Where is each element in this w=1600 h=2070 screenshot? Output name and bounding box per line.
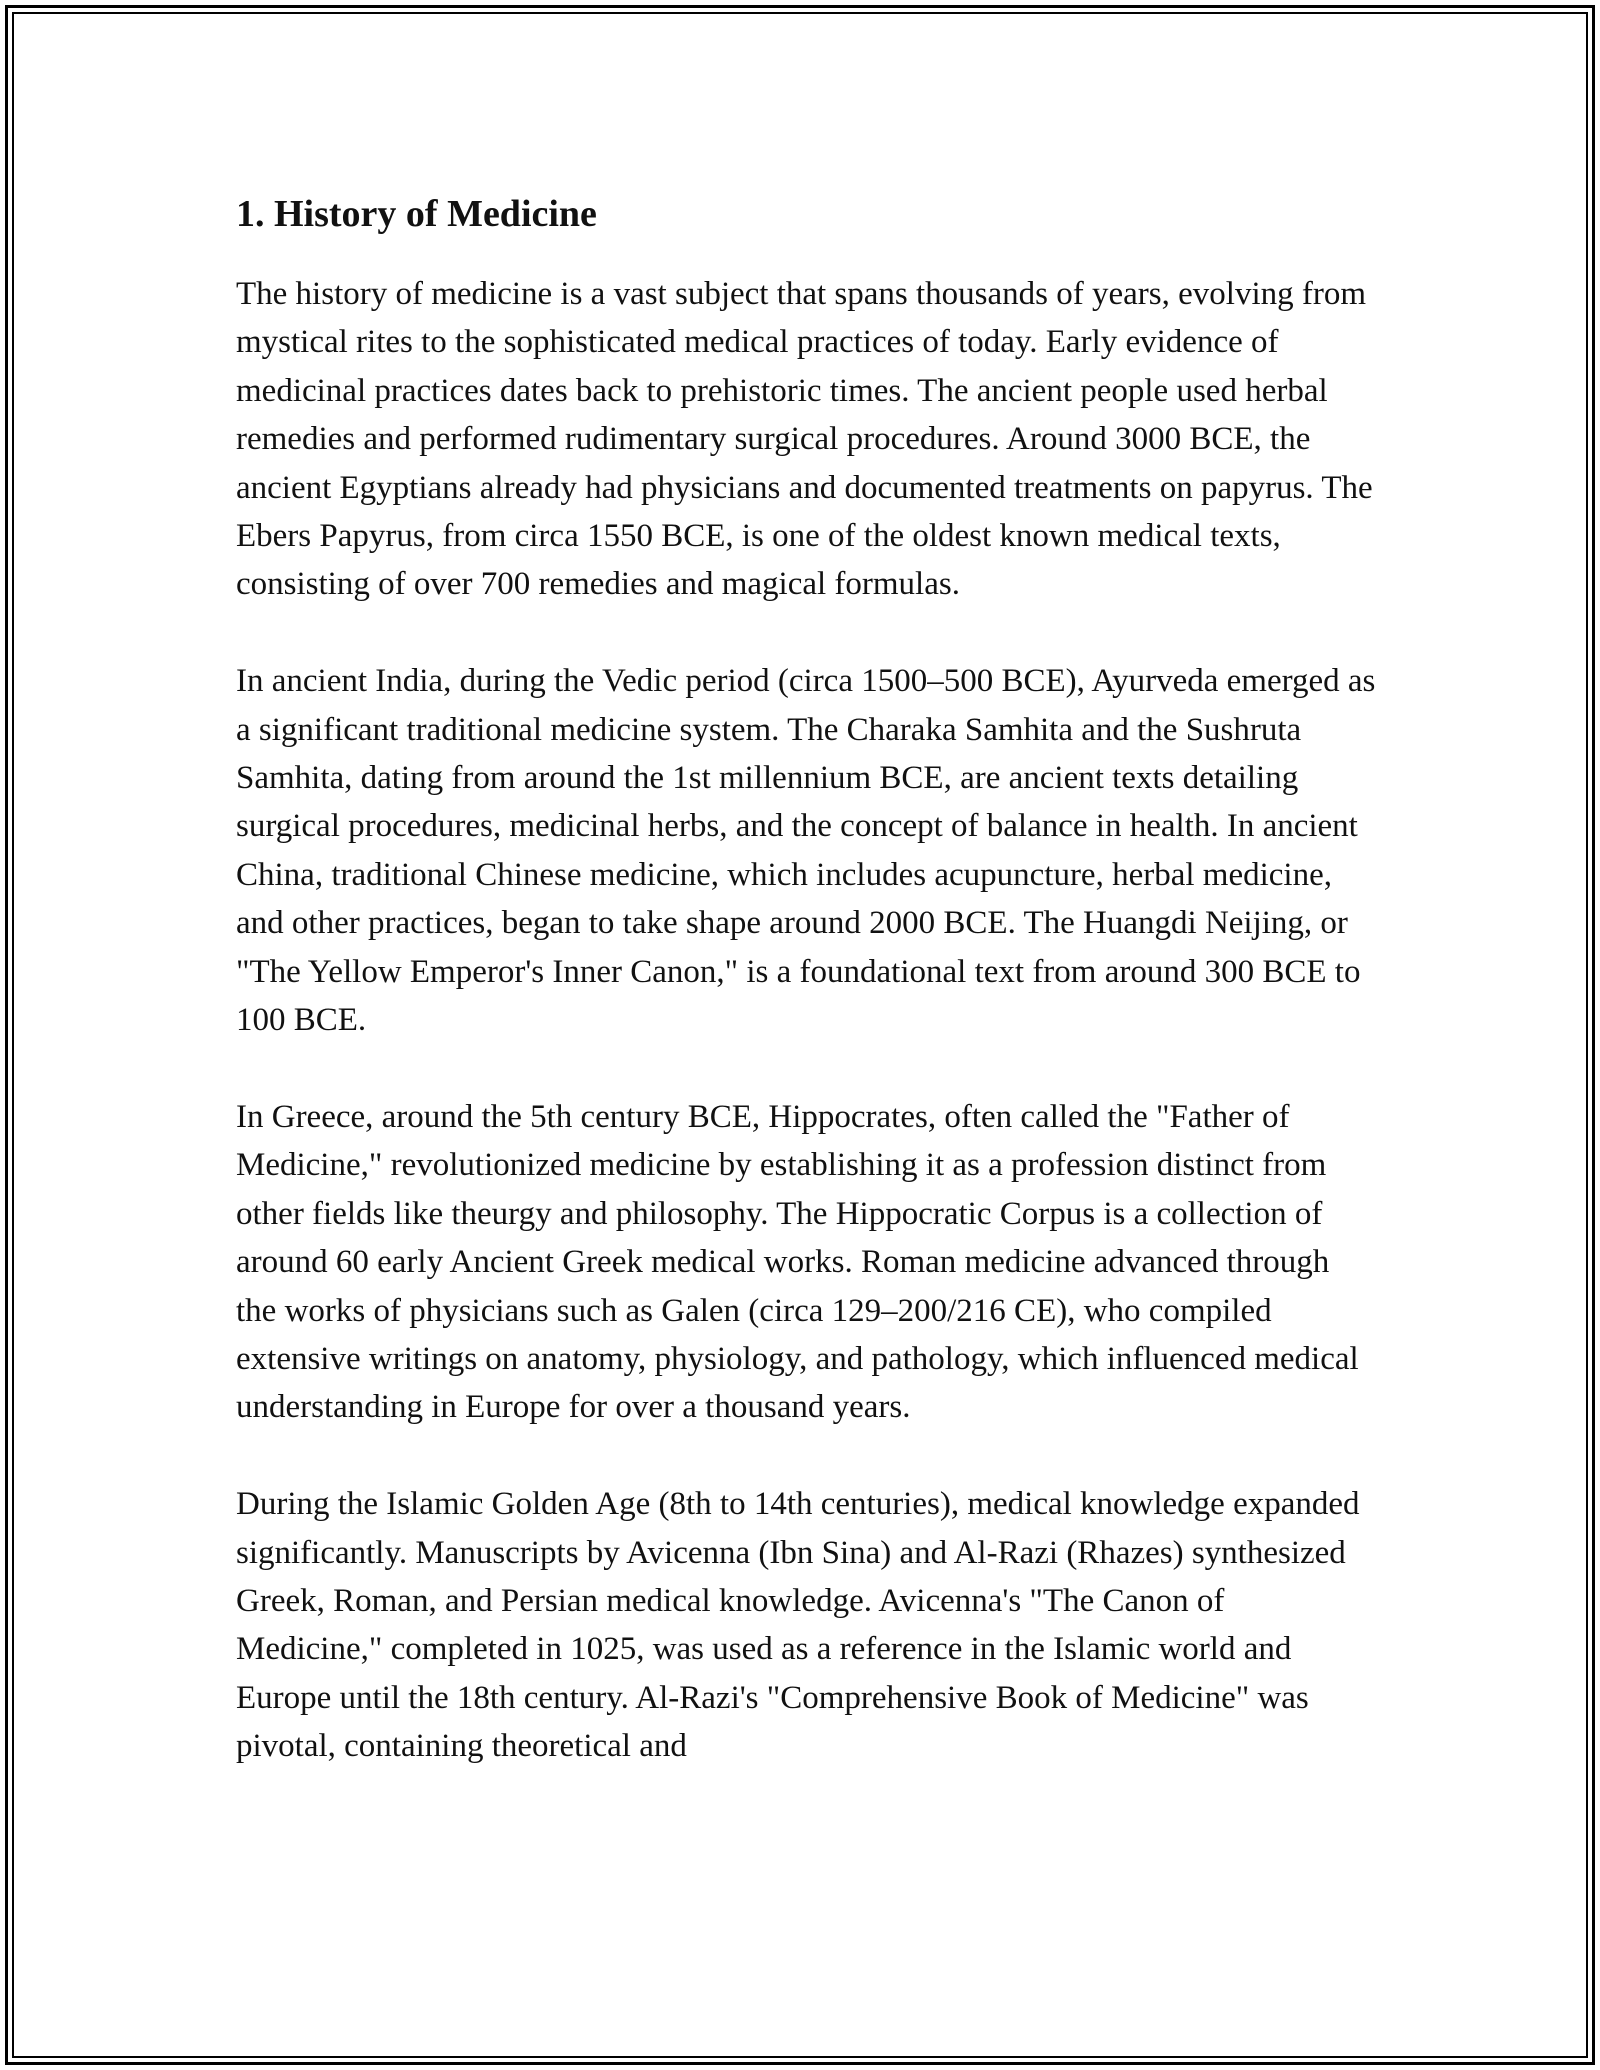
section-heading: 1. History of Medicine <box>236 193 597 235</box>
paragraph-egypt: The history of medicine is a vast subject that spans thousands of years, evolving from mystical rites to the sophisticated medical practices of today. Early evidence of medicinal practices dates back to prehistoric times. The ancient people used herbal remedies and performed rudimentary surgical procedures. Around 3000 BCE, the ancient Egyptians already had physicians and documented treatments on papyrus. The Ebers Papyrus, from circa 1550 BCE, is one of the oldest known medical texts, consisting of over 700 remedies and magical formulas. <box>236 276 1373 603</box>
paragraph-islamic-golden-age: During the Islamic Golden Age (8th to 14th centuries), medical knowledge expanded significantly. Manuscripts by Avicenna (Ibn Sina) and Al-Razi (Rhazes) synthesized Greek, Roman, and Persian medical knowledge. Avicenna's "The Canon of Medicine," completed in 1025, was used as a reference in the Islamic world and Europe until the 18th century. Al-Razi's "Comprehensive Book of Medicine" was pivotal, containing theoretical and <box>236 1486 1360 1765</box>
document-content <box>236 188 1376 1819</box>
paragraph-india-china: In ancient India, during the Vedic period (circa 1500–500 BCE), Ayurveda emerged as a significant traditional medicine system. The Charaka Samhita and the Sushruta Samhita, dating from around the 1st millennium BCE, are ancient texts detailing surgical procedures, medicinal herbs, and the concept of balance in health. In ancient China, traditional Chinese medicine, which includes acupuncture, herbal medicine, and other practices, began to take shape around 2000 BCE. The Huangdi Neijing, or "The Yellow Emperor's Inner Canon," is a foundational text from around 300 BCE to 100 BCE. <box>236 663 1376 1039</box>
paragraph-greece-rome: In Greece, around the 5th century BCE, Hippocrates, often called the "Father of Medicine," revolutionized medicine by establishing it as a profession distinct from other fields like theurgy and philosophy. The Hippocratic Corpus is a collection of around 60 early Ancient Greek medical works. Roman medicine advanced through the works of physicians such as Galen (circa 129–200/216 CE), who compiled extensive writings on anatomy, physiology, and pathology, which influenced medical understanding in Europe for over a thousand years. <box>236 1098 1359 1426</box>
